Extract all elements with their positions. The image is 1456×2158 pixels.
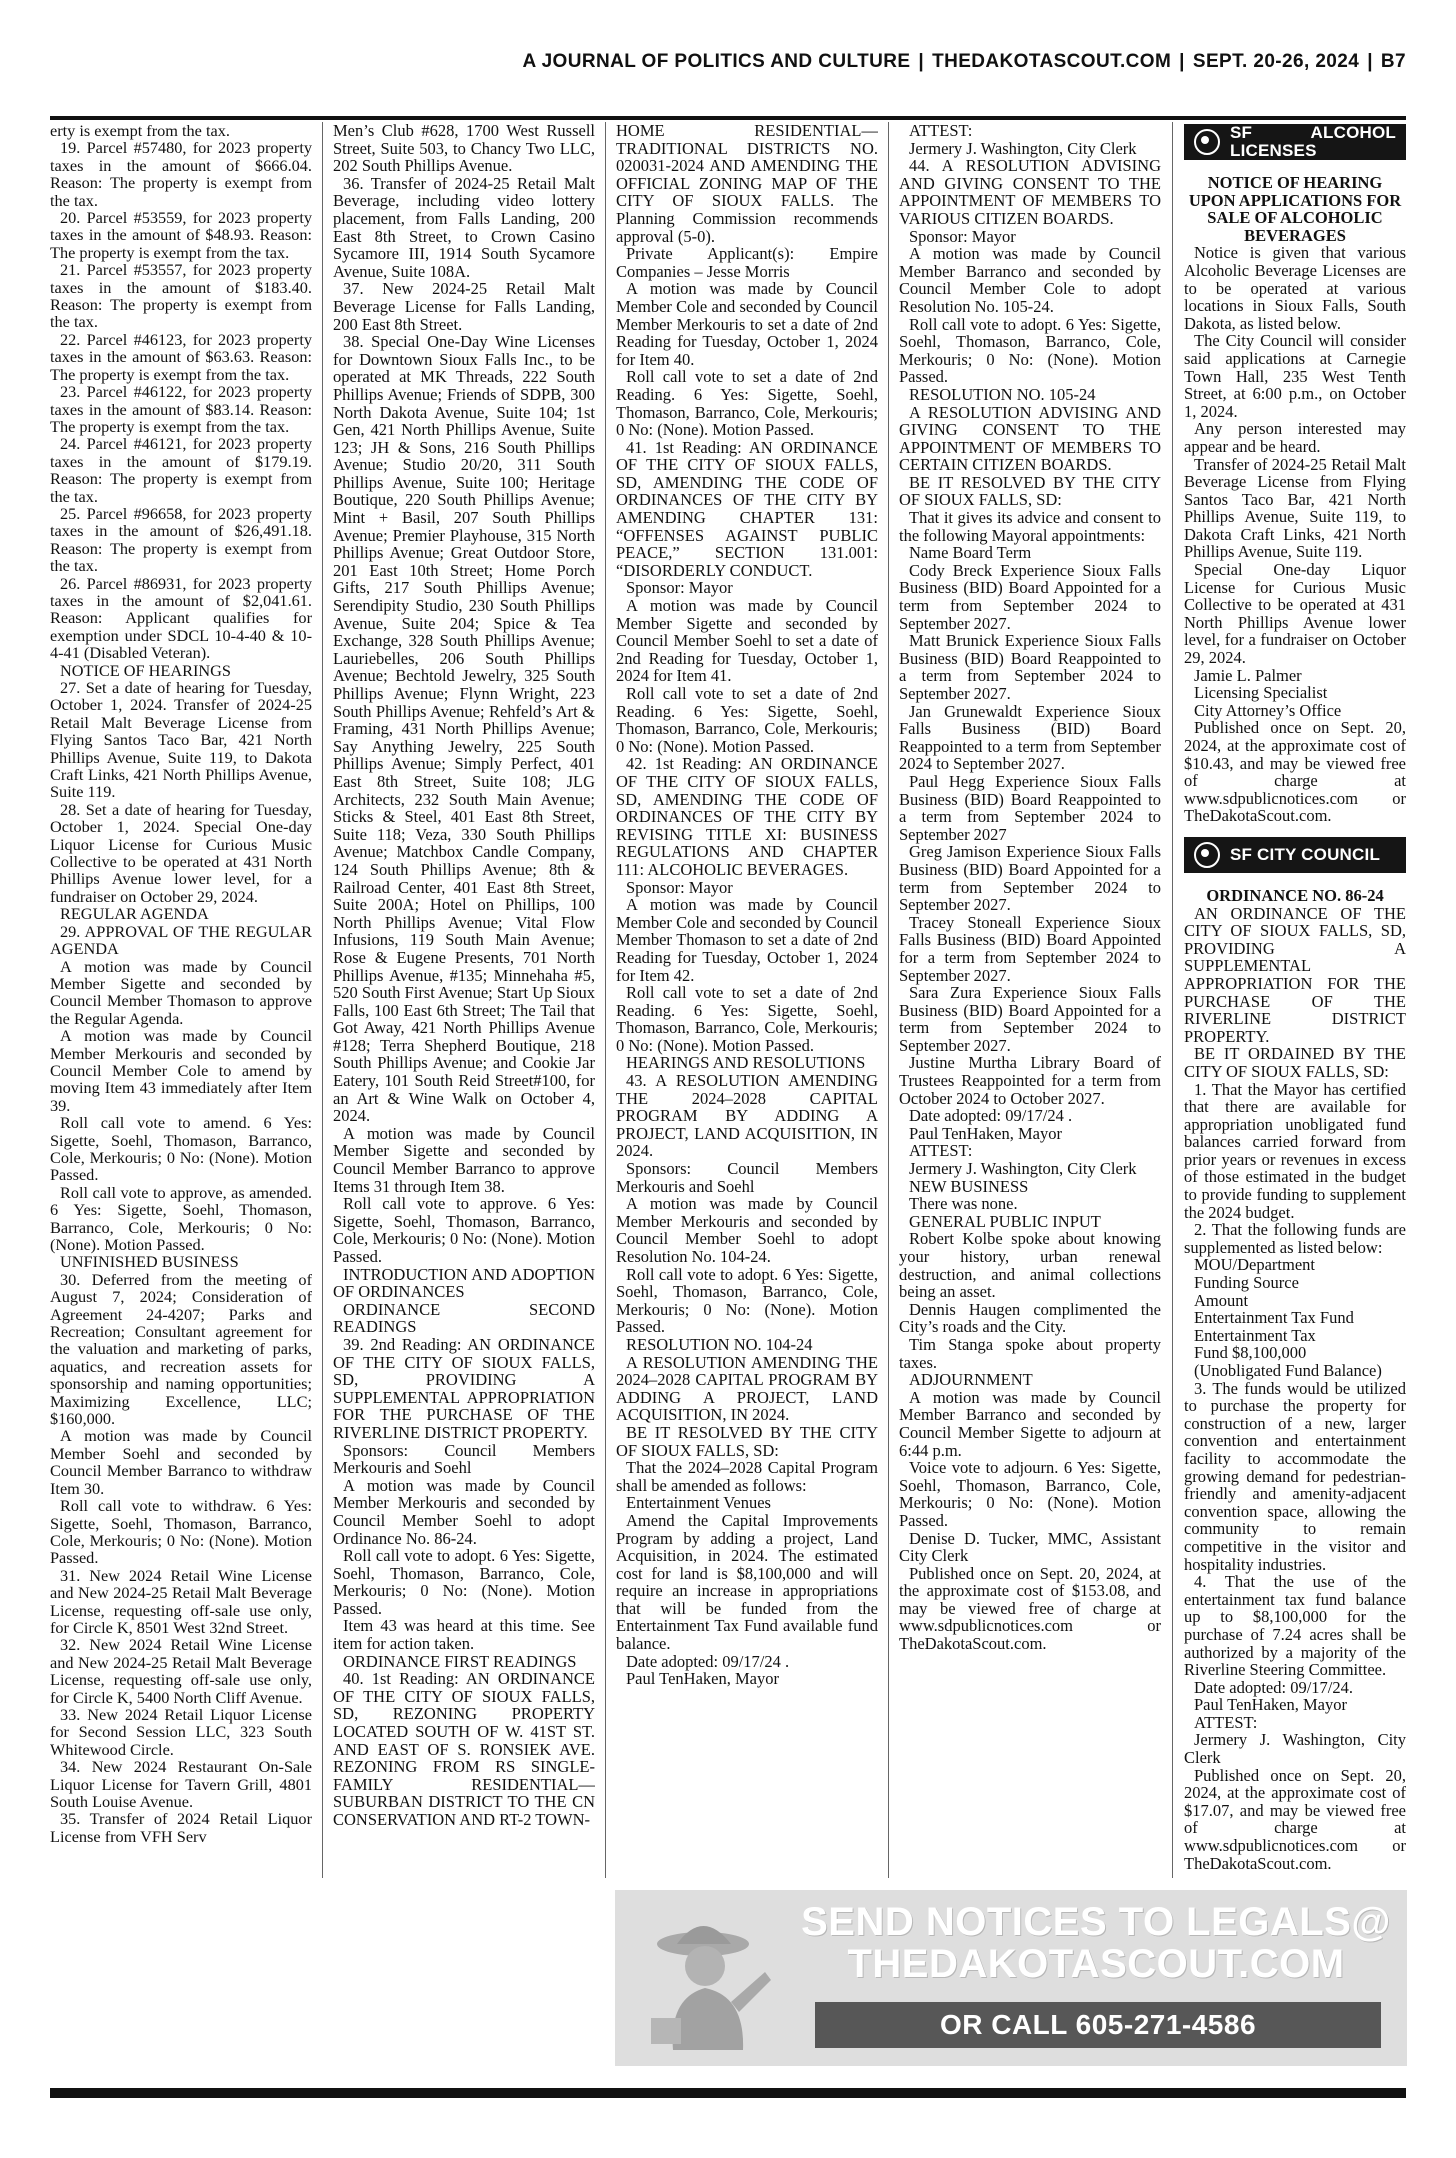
notice-paragraph: A motion was made by Council Member Cole and seconded by Council Member Merkouris to set a date of 2nd Reading for Tuesday, October 1, 2024 for Item 40. — [616, 279, 878, 369]
notice-paragraph: Voice vote to adjourn. 6 Yes: Sigette, Soehl, Thomason, Barranco, Cole, Merkouris; 0 No: (None). Motion Passed. — [899, 1458, 1161, 1530]
notice-paragraph: BE IT RESOLVED BY THE CITY OF SIOUX FALLS, SD: — [899, 472, 1161, 510]
notice-paragraph: A motion was made by Council Member Soehl and seconded by Council Member Barranco to withdraw Item 30. — [50, 1426, 312, 1498]
notice-paragraph: 1. That the Mayor has certified that there are available for appropriation unobligated fund balances carried forward from prior years or revenues in excess of those estimated in the budget to provide funding to supplement the 2024 budget. — [1184, 1079, 1406, 1222]
send-notices-banner[interactable] — [615, 1890, 1407, 2066]
notice-paragraph: Matt Brunick Experience Sioux Falls Business (BID) Board Reappointed to a term from September 2024 to September 2027. — [899, 631, 1161, 703]
scout-badge-icon — [1194, 842, 1220, 868]
notice-paragraph: (Unobligated Fund Balance) — [1194, 1361, 1382, 1380]
notice-paragraph: 30. Deferred from the meeting of August 7, 2024; Consideration of Agreement 24-4207; Parks and Recreation; Consultant agreement for the valuation and marketing of parks, aquatics, and recreation assets for sponsorship and naming opportunities; Maximizing Excellence, LLC; $160,000. — [50, 1269, 312, 1429]
notice-paragraph: Roll call vote to set a date of 2nd Reading. 6 Yes: Sigette, Soehl, Thomason, Barranco, Cole, Merkouris; 0 No: (None). Motion Passed. — [616, 983, 878, 1055]
notice-paragraph: Date adopted: 09/17/24 . — [909, 1106, 1073, 1126]
scout-badge-icon — [1194, 129, 1220, 155]
notice-paragraph: A motion was made by Council Member Sigette and seconded by Council Member Thomason to approve the Regular Agenda. — [50, 956, 312, 1028]
notice-paragraph: Robert Kolbe spoke about knowing your history, urban renewal destruction, and animal collections being an asset. — [899, 1229, 1161, 1302]
notice-paragraph: Sponsor: Mayor — [626, 877, 733, 897]
notice-paragraph: A motion was made by Council Member Barranco and seconded by Council Member Cole to adopt Resolution No. 105-24. — [899, 244, 1161, 316]
notice-paragraph: Entertainment Tax — [1194, 1325, 1316, 1345]
notice-paragraph: A motion was made by Council Member Sigette and seconded by Council Member Barranco to approve Items 31 through Item 38. — [333, 1123, 595, 1196]
column-divider — [322, 122, 323, 1878]
column-3 — [616, 122, 878, 1878]
notice-paragraph: ADJOURNMENT — [909, 1370, 1033, 1390]
notice-paragraph: Roll call vote to approve, as amended. 6 Yes: Sigette, Soehl, Thomason, Barranco, Cole, Merkouris; 0 No: (None). Motion Passed. — [50, 1182, 312, 1254]
masthead — [50, 44, 1406, 80]
notice-paragraph: 42. 1st Reading: AN ORDINANCE OF THE CITY OF SIOUX FALLS, SD, AMENDING THE CODE OF ORDINANCES OF THE CITY BY REVISING TITLE XI: BUSINESS REGULATIONS AND CHAPTER 111: ALCOHOLIC BEVERAGES. — [616, 754, 878, 879]
notice-paragraph: Amend the Capital Improvements Program by adding a project, Land Acquisition, in 2024. The estimated cost for land is $8,100,000 and will require an increase in appropriations that will be funded from the Entertainment Tax Fund available fund balance. — [616, 1510, 878, 1654]
notice-paragraph: Dennis Haugen complimented the City’s roads and the City. — [899, 1299, 1161, 1337]
notice-paragraph: 32. New 2024 Retail Wine License and New 2024-25 Retail Malt Beverage License, requesting off-sale use only, for Circle K, 5400 North Cliff Avenue. — [50, 1635, 312, 1707]
notice-paragraph: Sara Zura Experience Sioux Falls Business (BID) Board Appointed for a term from September 2024 to September 2027. — [899, 983, 1161, 1055]
notice-paragraph: Paul TenHaken, Mayor — [626, 1669, 779, 1689]
notice-paragraph: 23. Parcel #46122, for 2023 property taxes in the amount of $83.14. Reason: The property is exempt from the tax. — [50, 382, 312, 436]
notice-paragraph: Fund $8,100,000 — [1194, 1343, 1307, 1363]
notice-paragraph: BE IT ORDAINED BY THE CITY OF SIOUX FALLS, SD: — [1184, 1044, 1406, 1081]
alcohol-licenses-header — [1184, 124, 1406, 160]
alcohol-notice-body — [1184, 244, 1406, 825]
notice-paragraph: Published once on Sept. 20, 2024, at the approximate cost of $153.08, and may be viewed free of charge at www.sdpublicnotices.com or TheDakotaScout.com. — [899, 1563, 1161, 1654]
notice-paragraph: RESOLUTION NO. 105-24 — [909, 384, 1096, 404]
notice-paragraph: Jan Grunewaldt Experience Sioux Falls Business (BID) Board Reappointed to a term from September 2024 to September 2027. — [899, 701, 1161, 774]
notice-paragraph: Amount — [1194, 1290, 1249, 1310]
notice-paragraph: A RESOLUTION ADVISING AND GIVING CONSENT TO THE APPOINTMENT OF MEMBERS TO CERTAIN CITIZEN BOARDS. — [899, 402, 1161, 475]
notice-paragraph: Paul TenHaken, Mayor — [1194, 1695, 1347, 1715]
notice-paragraph: Roll call vote to withdraw. 6 Yes: Sigette, Soehl, Thomason, Barranco, Cole, Merkouris; 0 No: (None). Motion Passed. — [50, 1496, 312, 1568]
notice-paragraph: Greg Jamison Experience Sioux Falls Business (BID) Board Appointed for a term from September 2024 to September 2027. — [899, 842, 1161, 915]
page-number: B7 — [1380, 51, 1406, 72]
notice-paragraph: HEARINGS AND RESOLUTIONS — [626, 1053, 866, 1073]
notice-paragraph: Jermery J. Washington, City Clerk — [909, 138, 1137, 158]
column-divider — [605, 122, 606, 1878]
notice-paragraph: The City Council will consider said applications at Carnegie Town Hall, 235 West Tenth Street, at 6:00 p.m., on October 1, 2024. — [1184, 331, 1406, 421]
ordinance-title: ORDINANCE NO. 86-24 — [1206, 885, 1384, 905]
notice-paragraph: ORDINANCE SECOND READINGS — [333, 1299, 595, 1337]
notice-paragraph: Roll call vote to adopt. 6 Yes: Sigette, Soehl, Thomason, Barranco, Cole, Merkouris; 0 No: (None). Motion Passed. — [899, 314, 1161, 387]
notice-paragraph: 2. That the following funds are supplemented as listed below: — [1184, 1220, 1406, 1257]
notice-paragraph: Any person interested may appear and be heard. — [1184, 419, 1406, 456]
notice-paragraph: NEW BUSINESS — [909, 1176, 1029, 1196]
notice-paragraph: 25. Parcel #96658, for 2023 property taxes in the amount of $26,491.18. Reason: The property is exempt from the tax. — [50, 503, 312, 576]
alcohol-notice-title: NOTICE OF HEARING UPON APPLICATIONS FOR SALE OF ALCOHOLIC BEVERAGES — [1188, 173, 1402, 245]
notice-paragraph: 33. New 2024 Retail Liquor License for Second Session LLC, 323 South Whitewood Circle. — [50, 1704, 312, 1759]
notice-paragraph: GENERAL PUBLIC INPUT — [909, 1211, 1101, 1231]
notice-paragraph: MOU/Department — [1194, 1255, 1315, 1275]
masthead-separator: | — [918, 51, 925, 72]
notice-paragraph: Tracey Stoneall Experience Sioux Falls Business (BID) Board Appointed for a term from September 2024 to September 2027. — [899, 912, 1161, 985]
masthead-site[interactable]: THEDAKOTASCOUT.COM — [932, 51, 1172, 72]
notice-paragraph: A RESOLUTION AMENDING THE 2024–2028 CAPITAL PROGRAM BY ADDING A PROJECT, LAND ACQUISITION, IN 2024. — [616, 1352, 878, 1425]
notice-paragraph: A motion was made by Council Member Sigette and seconded by Council Member Soehl to set a date of 2nd Reading for Tuesday, October 1, 2024 for Item 41. — [616, 596, 878, 686]
notice-paragraph: 34. New 2024 Restaurant On-Sale Liquor License for Tavern Grill, 4801 South Louise Avenue. — [50, 1757, 312, 1811]
notice-paragraph: 37. New 2024-25 Retail Malt Beverage License for Falls Landing, 200 East 8th Street. — [333, 279, 595, 334]
notice-paragraph: Roll call vote to adopt. 6 Yes: Sigette, Soehl, Thomason, Barranco, Cole, Merkouris; 0 No: (None). Motion Passed. — [333, 1546, 595, 1618]
notice-paragraph: 24. Parcel #46121, for 2023 property taxes in the amount of $179.19. Reason: The property is exempt from the tax. — [50, 434, 312, 506]
notice-paragraph: ATTEST: — [1194, 1712, 1258, 1732]
notice-paragraph: 40. 1st Reading: AN ORDINANCE OF THE CITY OF SIOUX FALLS, SD, REZONING PROPERTY LOCATED SOUTH OF W. 41ST ST. AND EAST OF S. RONSIEK AVE. REZONING FROM RS SINGLE-FAMILY RESIDENTIAL—SUBURBAN DISTRICT TO THE CN CONSERVATION AND RT-2 TOWN- — [333, 1669, 595, 1829]
legal-notices-columns — [50, 122, 1406, 1878]
notice-paragraph: RESOLUTION NO. 104-24 — [626, 1334, 813, 1354]
notice-paragraph: 36. Transfer of 2024-25 Retail Malt Beverage, including video lottery placement, from Falls Landing, 200 East 8th Street, to Crown Casino Sycamore III, 1914 South Sycamore Avenue, Suite 108A. — [333, 173, 595, 281]
notice-paragraph: Roll call vote to set a date of 2nd Reading. 6 Yes: Sigette, Soehl, Thomason, Barranco, Cole, Merkouris; 0 No: (None). Motion Passed. — [616, 367, 878, 440]
masthead-journal: A JOURNAL OF POLITICS AND CULTURE — [522, 51, 911, 72]
notice-paragraph: Jermery J. Washington, City Clerk — [909, 1159, 1137, 1179]
notice-paragraph: HOME RESIDENTIAL—TRADITIONAL DISTRICTS NO. 020031-2024 AND AMENDING THE OFFICIAL ZONING MAP OF THE CITY OF SIOUX FALLS. The Planning Commission recommends approval (5-0). — [616, 122, 878, 246]
column-5 — [1184, 122, 1406, 1878]
notice-paragraph: Published once on Sept. 20, 2024, at the approximate cost of $10.43, and may be viewed free of charge at www.sdpublicnotices.com or TheDakotaScout.com. — [1184, 718, 1406, 826]
column-divider — [888, 122, 889, 1878]
column-1 — [50, 122, 312, 1878]
notice-paragraph: Paul Hegg Experience Sioux Falls Business (BID) Board Reappointed to a term from September 2024 to September 2027 — [899, 771, 1161, 844]
notice-paragraph: Notice is given that various Alcoholic Beverage Licenses are to be operated at various locations in Sioux Falls, South Dakota, as listed below. — [1184, 243, 1406, 333]
notice-paragraph: Date adopted: 09/17/24 . — [626, 1651, 790, 1671]
scout-figure-icon — [633, 1900, 783, 2056]
notice-paragraph: 26. Parcel #86931, for 2023 property taxes in the amount of $2,041.61. Reason: Applicant qualifies for exemption under SDCL 10-4-40 & 10-4-41 (Disabled Veteran). — [50, 573, 312, 663]
column-4 — [899, 122, 1161, 1878]
notice-paragraph: 21. Parcel #53557, for 2023 property taxes in the amount of $183.40. Reason: The property is exempt from the tax. — [50, 260, 312, 332]
notice-paragraph: Name Board Term — [909, 543, 1032, 563]
notice-paragraph: AN ORDINANCE OF THE CITY OF SIOUX FALLS, SD, PROVIDING A SUPPLEMENTAL APPROPRIATION FOR THE PURCHASE OF THE RIVERLINE DISTRICT PROPERTY. — [1184, 903, 1406, 1046]
notice-paragraph: 22. Parcel #46123, for 2023 property taxes in the amount of $63.63. Reason: The property is exempt from the tax. — [50, 329, 312, 384]
notice-paragraph: Men’s Club #628, 1700 West Russell Street, Suite 503, to Chancy Two LLC, 202 South Phillips Avenue. — [333, 122, 595, 176]
notice-paragraph: INTRODUCTION AND ADOPTION OF ORDINANCES — [333, 1264, 595, 1302]
notice-paragraph: Tim Stanga spoke about property taxes. — [899, 1334, 1161, 1372]
top-rule — [50, 116, 1406, 120]
notice-paragraph: 4. That the use of the entertainment tax fund balance up to $8,100,000 for the purchase of 7.24 acres shall be authorized by a majority of the Riverline Steering Committee. — [1184, 1572, 1406, 1680]
notice-paragraph: 44. A RESOLUTION ADVISING AND GIVING CONSENT TO THE APPOINTMENT OF MEMBERS TO VARIOUS CITIZEN BOARDS. — [899, 156, 1161, 228]
notice-paragraph: Date adopted: 09/17/24. — [1194, 1677, 1354, 1697]
notice-paragraph: NOTICE OF HEARINGS — [60, 660, 231, 680]
notice-paragraph: 41. 1st Reading: AN ORDINANCE OF THE CITY OF SIOUX FALLS, SD, AMENDING THE CODE OF ORDINANCES OF THE CITY BY AMENDING CHAPTER 131: “OFFENSES AGAINST PUBLIC PEACE,” SECTION 131.001: “DISORDERLY CONDUCT. — [616, 437, 878, 580]
notice-paragraph: 31. New 2024 Retail Wine License and New 2024-25 Retail Malt Beverage License, requesting off-sale use only, for Circle K, 8501 West 32nd Street. — [50, 1565, 312, 1637]
notice-paragraph: ATTEST: — [909, 122, 973, 140]
notice-paragraph: That the 2024–2028 Capital Program shall be amended as follows: — [616, 1458, 878, 1495]
banner-line-2[interactable]: THEDAKOTASCOUT.COM — [847, 1942, 1345, 1986]
city-council-heading: SF CITY COUNCIL — [1230, 845, 1381, 865]
bottom-rule — [50, 2088, 1406, 2098]
notice-paragraph: Roll call vote to approve. 6 Yes: Sigette, Soehl, Thomason, Barranco, Cole, Merkouris; 0 No: (None). Motion Passed. — [333, 1194, 595, 1266]
notice-paragraph: Sponsors: Council Members Merkouris and Soehl — [333, 1440, 595, 1478]
masthead-separator: | — [1179, 51, 1185, 72]
notice-paragraph: 19. Parcel #57480, for 2023 property taxes in the amount of $666.04. Reason: The property is exempt from the tax. — [50, 138, 312, 210]
notice-paragraph: 39. 2nd Reading: AN ORDINANCE OF THE CITY OF SIOUX FALLS, SD, PROVIDING A SUPPLEMENTAL APPROPRIATION FOR THE PURCHASE OF THE RIVERLINE DISTRICT PROPERTY. — [333, 1334, 595, 1442]
notice-paragraph: ORDINANCE FIRST READINGS — [343, 1651, 577, 1671]
notice-paragraph: A motion was made by Council Member Merkouris and seconded by Council Member Soehl to adopt Resolution No. 104-24. — [616, 1194, 878, 1266]
notice-paragraph: ATTEST: — [909, 1141, 973, 1161]
notice-paragraph: Special One-day Liquor License for Curious Music Collective to be operated at 431 North Phillips Avenue lower level, for a fundraiser on October 29, 2024. — [1184, 560, 1406, 668]
notice-paragraph: Sponsors: Council Members Merkouris and Soehl — [616, 1159, 878, 1196]
notice-paragraph: Cody Breck Experience Sioux Falls Business (BID) Board Appointed for a term from September 2024 to September 2027. — [899, 560, 1161, 633]
notice-paragraph: REGULAR AGENDA — [60, 904, 209, 924]
banner-phone[interactable]: OR CALL 605-271-4586 — [815, 2002, 1381, 2048]
notice-paragraph: 27. Set a date of hearing for Tuesday, October 1, 2024. Transfer of 2024-25 Retail Malt Beverage License from Flying Santos Taco Bar, 421 North Phillips Avenue, Suite 119, to Dakota Craft Links, 421 North Phillips Avenue, Suite 119. — [50, 678, 312, 802]
notice-paragraph: 38. Special One-Day Wine Licenses for Downtown Sioux Falls Inc., to be operated at MK Threads, 222 South Phillips Avenue; Friends of SDPB, 300 North Dakota Avenue, Suite 104; 1st Gen, 421 North Phillips Avenue, Suite 123; JH & Sons, 216 South Phillips Avenue; Studio 20/20, 311 South Phillips Avenue, Suite 100; Heritage Boutique, 220 South Phillips Avenue; Mint + Basil, 207 South Phillips Avenue; Premier Playhouse, 315 North Phillips Avenue; Great Outdoor Store, 201 East 10th Street; Home Porch Gifts, 217 South Phillips Avenue; Serendipity Studio, 230 South Phillips Avenue, Suite 204; Spice & Tea Exchange, 328 South Phillips Avenue; Lauriebelles, 206 South Phillips Avenue; Bechtold Jewelry, 325 South Phillips Avenue; Flynn Wright, 223 South Phillips Avenue; Rehfeld’s Art & Framing, 431 North Phillips Avenue; Say Anything Jewelry, 225 South Phillips Avenue; Simply Perfect, 401 East 8th Street, Suite 108; JLG Architects, 232 South Main Avenue; Sticks & Steel, 401 East 8th Street, Suite 118; Veza, 330 South Phillips Avenue; Matchbox Candle Company, 124 South Phillips Avenue; 8th & Railroad Center, 401 East 8th Street, Suite 200A; Hotel on Phillips, 100 North Phillips Avenue; Vital Flow Infusions, 119 South Main Avenue; Rose & Eugene Presents, 701 North Phillips Avenue, #135; Minnehaha #5, 520 South First Avenue; Start Up Sioux Falls, 100 East 6th Street; The Tail that Got Away, 421 North Phillips Avenue #128; Terra Shepherd Boutique, 218 South Phillips Avenue; and Cookie Jar Eatery, 101 South Reid Street#100, for an Art & Wine Walk on October 4, 2024. — [333, 332, 595, 1126]
notice-paragraph: Jermery J. Washington, City Clerk — [1184, 1730, 1406, 1768]
notice-paragraph: 35. Transfer of 2024 Retail Liquor License from VFH Serv — [50, 1809, 312, 1846]
notice-paragraph: UNFINISHED BUSINESS — [60, 1252, 239, 1272]
notice-paragraph: A motion was made by Council Member Barranco and seconded by Council Member Sigette to adjourn at 6:44 p.m. — [899, 1387, 1161, 1460]
notice-paragraph: Entertainment Tax Fund — [1194, 1308, 1354, 1328]
notice-paragraph: Paul TenHaken, Mayor — [909, 1123, 1062, 1143]
masthead-date: SEPT. 20-26, 2024 — [1192, 51, 1360, 72]
column-divider — [1172, 122, 1173, 1878]
notice-paragraph: A motion was made by Council Member Cole and seconded by Council Member Thomason to set a date of 2nd Reading for Tuesday, October 1, 2024 for Item 42. — [616, 895, 878, 985]
notice-paragraph: 29. APPROVAL OF THE REGULAR AGENDA — [50, 921, 312, 959]
notice-paragraph: Sponsor: Mayor — [626, 578, 733, 598]
notice-paragraph: Roll call vote to amend. 6 Yes: Sigette, Soehl, Thomason, Barranco, Cole, Merkouris; 0 No: (None). Motion Passed. — [50, 1113, 312, 1185]
banner-line-1: SEND NOTICES TO LEGALS@ — [801, 1900, 1391, 1944]
notice-paragraph: Denise D. Tucker, MMC, Assistant City Clerk — [899, 1528, 1161, 1566]
notice-paragraph: 20. Parcel #53559, for 2023 property taxes in the amount of $48.93. Reason: The property is exempt from the tax. — [50, 208, 312, 262]
notice-paragraph: BE IT RESOLVED BY THE CITY OF SIOUX FALLS, SD: — [616, 1422, 878, 1460]
alcohol-licenses-heading: SF ALCOHOL LICENSES — [1230, 123, 1396, 160]
notice-paragraph: Transfer of 2024-25 Retail Malt Beverage License from Flying Santos Taco Bar, 421 North Phillips Avenue, Suite 119, to Dakota Craft Links, 421 North Phillips Avenue, Suite 119. — [1184, 454, 1406, 562]
notice-paragraph: 3. The funds would be utilized to purchase the property for construction of a new, larger convention and entertainment facility to accommodate the growing demand for pedestrian-friendly and amenity-adjacent convention space, allowing the community to remain competitive in the visitor and hospitality industries. — [1184, 1378, 1406, 1574]
notice-paragraph: Licensing Specialist — [1194, 683, 1328, 703]
notice-paragraph: A motion was made by Council Member Merkouris and seconded by Council Member Cole to amend by moving Item 43 immediately after Item 39. — [50, 1026, 312, 1115]
notice-paragraph: Entertainment Venues — [626, 1493, 771, 1513]
notice-paragraph: erty is exempt from the tax. — [50, 122, 230, 140]
column-2 — [333, 122, 595, 1878]
notice-paragraph: Funding Source — [1194, 1273, 1299, 1293]
notice-paragraph: Published once on Sept. 20, 2024, at the approximate cost of $17.07, and may be viewed free of charge at www.sdpublicnotices.com or TheDakotaScout.com. — [1184, 1765, 1406, 1873]
notice-paragraph: Jamie L. Palmer — [1194, 665, 1302, 685]
notice-paragraph: Justine Murtha Library Board of Trustees Reappointed for a term from October 2024 to October 2027. — [899, 1053, 1161, 1108]
city-council-header — [1184, 837, 1406, 873]
notice-paragraph: There was none. — [909, 1194, 1018, 1214]
notice-paragraph: 28. Set a date of hearing for Tuesday, October 1, 2024. Special One-day Liquor License for Curious Music Collective to be operated at 431 North Phillips Avenue lower level, for a fundraiser on October 29, 2024. — [50, 799, 312, 906]
notice-paragraph: A motion was made by Council Member Merkouris and seconded by Council Member Soehl to adopt Ordinance No. 86-24. — [333, 1475, 595, 1548]
notice-paragraph: Item 43 was heard at this time. See item for action taken. — [333, 1616, 595, 1654]
ordinance-body — [1184, 905, 1406, 1873]
notice-paragraph: Private Applicant(s): Empire Companies – Jesse Morris — [616, 244, 878, 281]
notice-paragraph: 43. A RESOLUTION AMENDING THE 2024–2028 CAPITAL PROGRAM BY ADDING A PROJECT, LAND ACQUISITION, IN 2024. — [616, 1071, 878, 1161]
notice-paragraph: Sponsor: Mayor — [909, 226, 1016, 246]
masthead-separator: | — [1367, 51, 1373, 72]
notice-paragraph: Roll call vote to set a date of 2nd Reading. 6 Yes: Sigette, Soehl, Thomason, Barranco, Cole, Merkouris; 0 No: (None). Motion Passed. — [616, 684, 878, 756]
notice-paragraph: City Attorney’s Office — [1194, 700, 1342, 720]
notice-paragraph: Roll call vote to adopt. 6 Yes: Sigette, Soehl, Thomason, Barranco, Cole, Merkouris; 0 No: (None). Motion Passed. — [616, 1264, 878, 1337]
notice-paragraph: That it gives its advice and consent to the following Mayoral appointments: — [899, 508, 1161, 545]
